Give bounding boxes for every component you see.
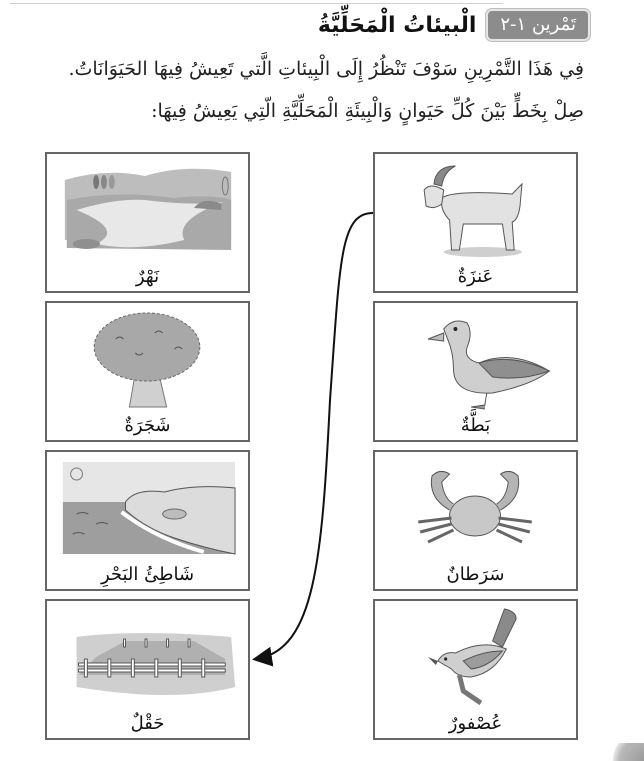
exercise-badge: تَمْرين ١-٢ (486, 9, 590, 41)
habitat-card-seashore[interactable] (45, 450, 250, 591)
crab-icon (385, 458, 566, 562)
animal-card-crab[interactable] (373, 450, 578, 591)
habitat-label: شَاطِئُ البَحْرِ (100, 564, 195, 585)
instruction-line-1: فِي هَذَا التَّمْرِينِ سَوْفَ تَنْظُرُ إِلَى الْبِيئاتِ الَّتي تَعِيشُ فِيهَا الحَيَوَانَاتُ. (68, 58, 584, 80)
habitat-label: نَهْرٌ (135, 266, 160, 287)
animal-card-sparrow[interactable] (373, 599, 578, 740)
animal-label: سَرَطانٌ (446, 564, 505, 585)
habitat-card-field[interactable] (45, 599, 250, 740)
river-icon (57, 160, 238, 264)
exercise-header (318, 8, 590, 42)
habitat-label: حَقْلٌ (130, 713, 165, 734)
animal-label: عَنزَةٌ (457, 266, 494, 287)
duck-icon (385, 309, 566, 413)
top-rule (10, 3, 503, 4)
tree-icon (57, 309, 238, 413)
animal-label: بَطَّةٌ (460, 415, 491, 436)
animal-card-duck[interactable] (373, 301, 578, 442)
animal-card-goat[interactable] (373, 152, 578, 293)
sparrow-icon (385, 607, 566, 711)
habitat-label: شَجَرَةٌ (124, 415, 171, 436)
page-title: الْبيئاتُ الْمَحَلِّيَّةُ (317, 12, 477, 38)
habitat-card-river[interactable] (45, 152, 250, 293)
field-icon (57, 607, 238, 711)
seashore-icon (57, 458, 238, 562)
goat-icon (385, 160, 566, 264)
page-curl (604, 743, 644, 761)
habitat-card-tree[interactable] (45, 301, 250, 442)
instruction-line-2: صِلْ بِخَطٍّ بَيْنَ كُلِّ حَيَوانٍ وَالْبِيئَةِ الْمَحَلِّيَّةِ الّتِي يَعِيشُ فِيهَا: (151, 100, 584, 122)
animal-label: عُصْفورٌ (448, 713, 503, 734)
